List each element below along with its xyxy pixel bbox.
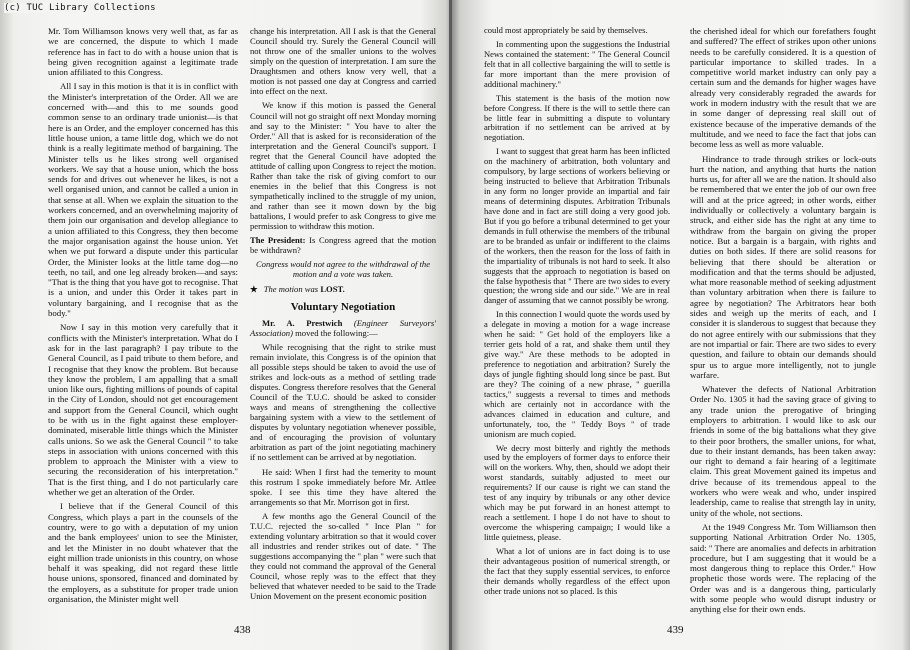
left-column-2 — [250, 26, 436, 605]
left-page — [0, 0, 452, 650]
president-label: The President: — [250, 235, 306, 246]
motion-result-word: LOST. — [320, 283, 345, 294]
paragraph: Hindrance to trade through strikes or lock-outs hurt the nation, and anything that hurts the nation hurts us, for after all we are the nation. It should also be remembered that we enter the job of our own free will and at the price agreed; in other words, either individually or collectively a voluntary bargain is struck, and either side has the right at any time to withdraw from the bargain on giving the proper notice. But a bargain is a bargain, with rights and duties on both sides. If there are solid reasons for believing that there should be alteration or modification and that the terms should be adjusted, what more reasonable method of seeking adjustment than voluntary arbitration when there is failure to agree by negotiation? The Arbitrators hear both sides and weigh up the merits of each, and I consider it is slanderous to suggest that because they do not agree entirely with our submissions that they are not impartial or fair. There are two sides to every question, and failure to obtain our demands should spur us to argue more intelligently, not to jungle warfare. — [690, 153, 876, 380]
paragraph: Now I say in this motion very carefully that it conflicts with the Minister's interpretation. What do I ask for in the last paragraph? I pay tribute to the General Council, as I paid tribute to them before, and I recognise that they know the problem. But because they know the problem, I am appalling that a small union like ours, fighting millions of pounds of capital in the City of London, should not get encouragement and support from the General Council, which ought to be with us in the fight against these employer-dominated, miserable little things which the Minister calls unions. So we ask the General Council " to take steps in association with unions concerned with this problem to approach the Minister with a view to securing the reconsideration of his interpretation." That is the first thing, and I do not particularly care whether we get an alteration of the Order. — [48, 322, 238, 498]
paragraph: In this connection I would quote the words used by a delegate in moving a motion for a wage increase when he said: " Get hold of the employers like a terrier gets hold of a rat, and shake them until they give way." Are these methods to be adopted in preference to negotiation and arbitration? Surely the days of jungle fighting should long since be past. But are they? The coining of a new phrase, " guerilla tactics," suggests a reversal to times and methods which are certainly not in accordance with the advances claimed in education and culture, and unfortunately, too, the " Teddy Boys " of trade unionism are much copied. — [484, 309, 670, 439]
paragraph: I want to suggest that great harm has been inflicted on the machinery of arbitration, both voluntary and compulsory, by large sections of workers believing or being instructed to believe that Arbitration Tribunals in any form no longer provide an impartial and fair means of determining disputes. Arbitration Tribunals have done and in fact are still doing a very good job. But if you go before a tribunal determined to get your demands in full otherwise the members of the tribunal are to be branded as unfair or indifferent to the claims of the workers, then the reason for the loss of faith in the impartiality of tribunals is not hard to seek. It also suggests that the approach to negotiation is based on the false hypothesis that " There are two sides to every question; the wrong side and our side." We are in real danger of assuming that we cannot possibly be wrong. — [484, 146, 670, 306]
paragraph: We know if this motion is passed the General Council will not go straight off next Monday morning and say to the Minister: " You have to alter the Order." All that is asked for is reconsideration of the interpretation and the General Council's support. I regret that the General Council have adopted the attitude of calling upon Congress to reject the motion. Rather than take the risk of giving comfort to our enemies in the belief that this Congress is not sympathetically inclined to the struggle of my union, and rather than see it mown down by the big battalions, I would prefer to ask Congress to give me permission to withdraw this motion. — [250, 100, 436, 232]
mover-line — [250, 318, 436, 338]
copyright-watermark: (c) TUC Library Collections — [4, 3, 156, 13]
paragraph: He said: When I first had the temerity to mount this rostrum I spoke immediately before Mr. Attlee spoke. I see this time they have altered the arrangements so that Mr. Morrison got in first. — [250, 466, 436, 507]
paragraph: could most appropriately be said by themselves. — [484, 25, 648, 35]
right-page — [452, 0, 910, 650]
paragraph: This statement is the basis of the motion now before Congress. If there is the will to settle there can be little fear in submitting a dispute to voluntary arbitration if no settlement can be arrived at by negotiation. — [484, 92, 670, 143]
paragraph: the cherished ideal for which our forefathers fought and suffered? The effect of strikes upon other unions needs to be carefully considered. It is a question of particular importance to skilled trades. In a competitive world market industry can only pay a certain sum and the demands for higher wages have already very considerably regraded the awards for work in modern industry with the result that we are in some danger of depressing real skill out of existence because of the imperative demands of the multitude, and we need to face the fact that jobs can become less as well as more valuable. — [690, 26, 876, 150]
star-icon: ★ — [250, 283, 258, 294]
mover-name: Mr. A. Prestwich — [262, 317, 343, 328]
motion-text: While recognising that the right to strike must remain inviolate, this Congress is of the opinion that all possible steps should be taken to avoid the use of strikes and lock-outs as a method of settling trade disputes. Congress therefore resolves that the General Council of the T.U.C. should be asked to consider ways and means of strengthening the collective bargaining system with a view to the settlement of disputes by voluntary negotiation whenever possible, and of encouraging the provision of voluntary arbitration as part of the joint negotiating machinery if no settlement can be arrived at by negotiation. — [250, 341, 436, 463]
paragraph: We decry most bitterly and rightly the methods used by the employers of former days to enforce their will on the workers. Why, then, should we adopt their worst standards, suitably adjusted to meet our requirements? If our cause is right we can stand the test of any inquiry by tribunals or any other device which may be put forward in an honest attempt to reach a settlement. I hope I do not have to shout to overcome the whispering campaign; I would like a little quietness, please. — [484, 442, 670, 542]
paragraph: All I say in this motion is that it is in conflict with the Minister's interpretation of the Order. All we are concerned with—and this to me sounds good common sense to an ordinary trade unionist—is that here is an Order, and the employer concerned has this little house union, a tame little dog, which we do not think is a really legitimate method of bargaining. The Minister tells us he likes strong well organised workers. We say that a house union, which the boss sends for and drives out whenever he likes, is not a well organised union, and cannot be called a union in that sense at all. When we explain the situation to the workers concerned, and an overwhelming majority of them join our organisation and develop allegiance to a union affiliated to this Congress, they then become the major organisation against the house union. Yet when we put forward a dispute under this particular Order, the Minister looks at the little tame dog—no teeth, no tail, and one leg already broken—and says: "That is the thing that you have got to recognise. That is a union, and under this Order it takes part in voluntary bargaining, and I recognise that as the body." — [48, 81, 238, 319]
page-number-left: 438 — [234, 624, 251, 636]
paragraph: Mr. Tom Williamson knows very well that, as far as we are concerned, the dispute to which I made reference has in fact to do with a house union that is being given recognition against a legitimate trade union affiliated to this Congress. — [48, 26, 238, 78]
right-column-2 — [690, 26, 876, 619]
section-heading: Voluntary Negotiation — [290, 300, 396, 313]
president-question — [250, 235, 436, 255]
motion-result — [250, 284, 436, 294]
right-column-1 — [484, 26, 670, 601]
page-number-right: 439 — [667, 624, 684, 636]
paragraph: change his interpretation. All I ask is that the General Council should try. Surely the General Council will not throw one of the smaller unions to the wolves simply on the question of interpretation. I am sure the Draughtsmen and others know very well, that a motion is not passed one day at Congress and carried into effect on the next. — [250, 26, 436, 97]
paragraph: At the 1949 Congress Mr. Tom Williamson then supporting National Arbitration Order No. 1305, said: " There are anomalies and defects in arbitration procedure, but I am suggesting that it would be a most dangerous thing to replace this Order." How prophetic those words were. The replacing of the Order was and is a dangerous thing, particularly with some people who would disrupt industry or anything else for their own ends. — [690, 521, 876, 615]
left-column-1 — [48, 26, 238, 608]
motion-note: Congress would not agree to the withdrawal of the motion and a vote was taken. — [255, 259, 431, 280]
paragraph: A few months ago the General Council of the T.U.C. rejected the so-called " Ince Plan " for extending voluntary arbitration so that it would cover all industries and render strikes out of date. " The suggestions accompanying the " plan " were such that they could not command the approval of the General Council, whose reply was to the effect that they believed that whatever needed to be said to the Trade Union Movement on the present economic position — [250, 510, 436, 602]
paragraph: In commenting upon the suggestions the Industrial News contained the statement: " The General Council felt that in all collective bargaining the will to settle is far more important than the mere provision of additional machinery." — [484, 38, 670, 89]
paragraph: Whatever the defects of National Arbitration Order No. 1305 it had the saving grace of giving to any trade union the prerogative of bringing employers to arbitration. I would like to ask our friends in some of the big battalions what they give to their poor brothers, the smaller unions, for what, due to their instant demands, has been taken away: our right to demand a fair hearing of a legitimate claim. This great Movement gained its impetus and drive because of its tremendous appeal to the workers who were weak and who, under inspired leadership, came to realise that strength lay in unity, unity of the whole, not sections. — [690, 384, 876, 518]
paragraph: I believe that if the General Council of this Congress, which plays a part in the counsels of the country, were to go with a deputation of my union and the bank employees' union to see the Minister, and let the Minister in no doubt whatever that the eight million trade unionists in this country, on whose behalf it was speaking, did not regard these little house unions, sponsored, financed and dominated by the employers, as a substitute for proper trade union organisation, the Minister might well — [48, 501, 238, 605]
motion-result-prefix: The motion was — [263, 283, 319, 294]
mover-suffix: moved the following:— — [295, 327, 378, 338]
mover-org: (Engineer Surveyors' Association) — [250, 317, 437, 338]
president-text: Is Congress agreed that the motion be withdrawn? — [250, 235, 437, 256]
paragraph: What a lot of unions are in fact doing is to use their advantageous position of numerical strength, or the fact that they supply essential services, to enforce their demands wholly regardless of the effect upon other trade unions not so placed. Is this — [484, 545, 670, 596]
